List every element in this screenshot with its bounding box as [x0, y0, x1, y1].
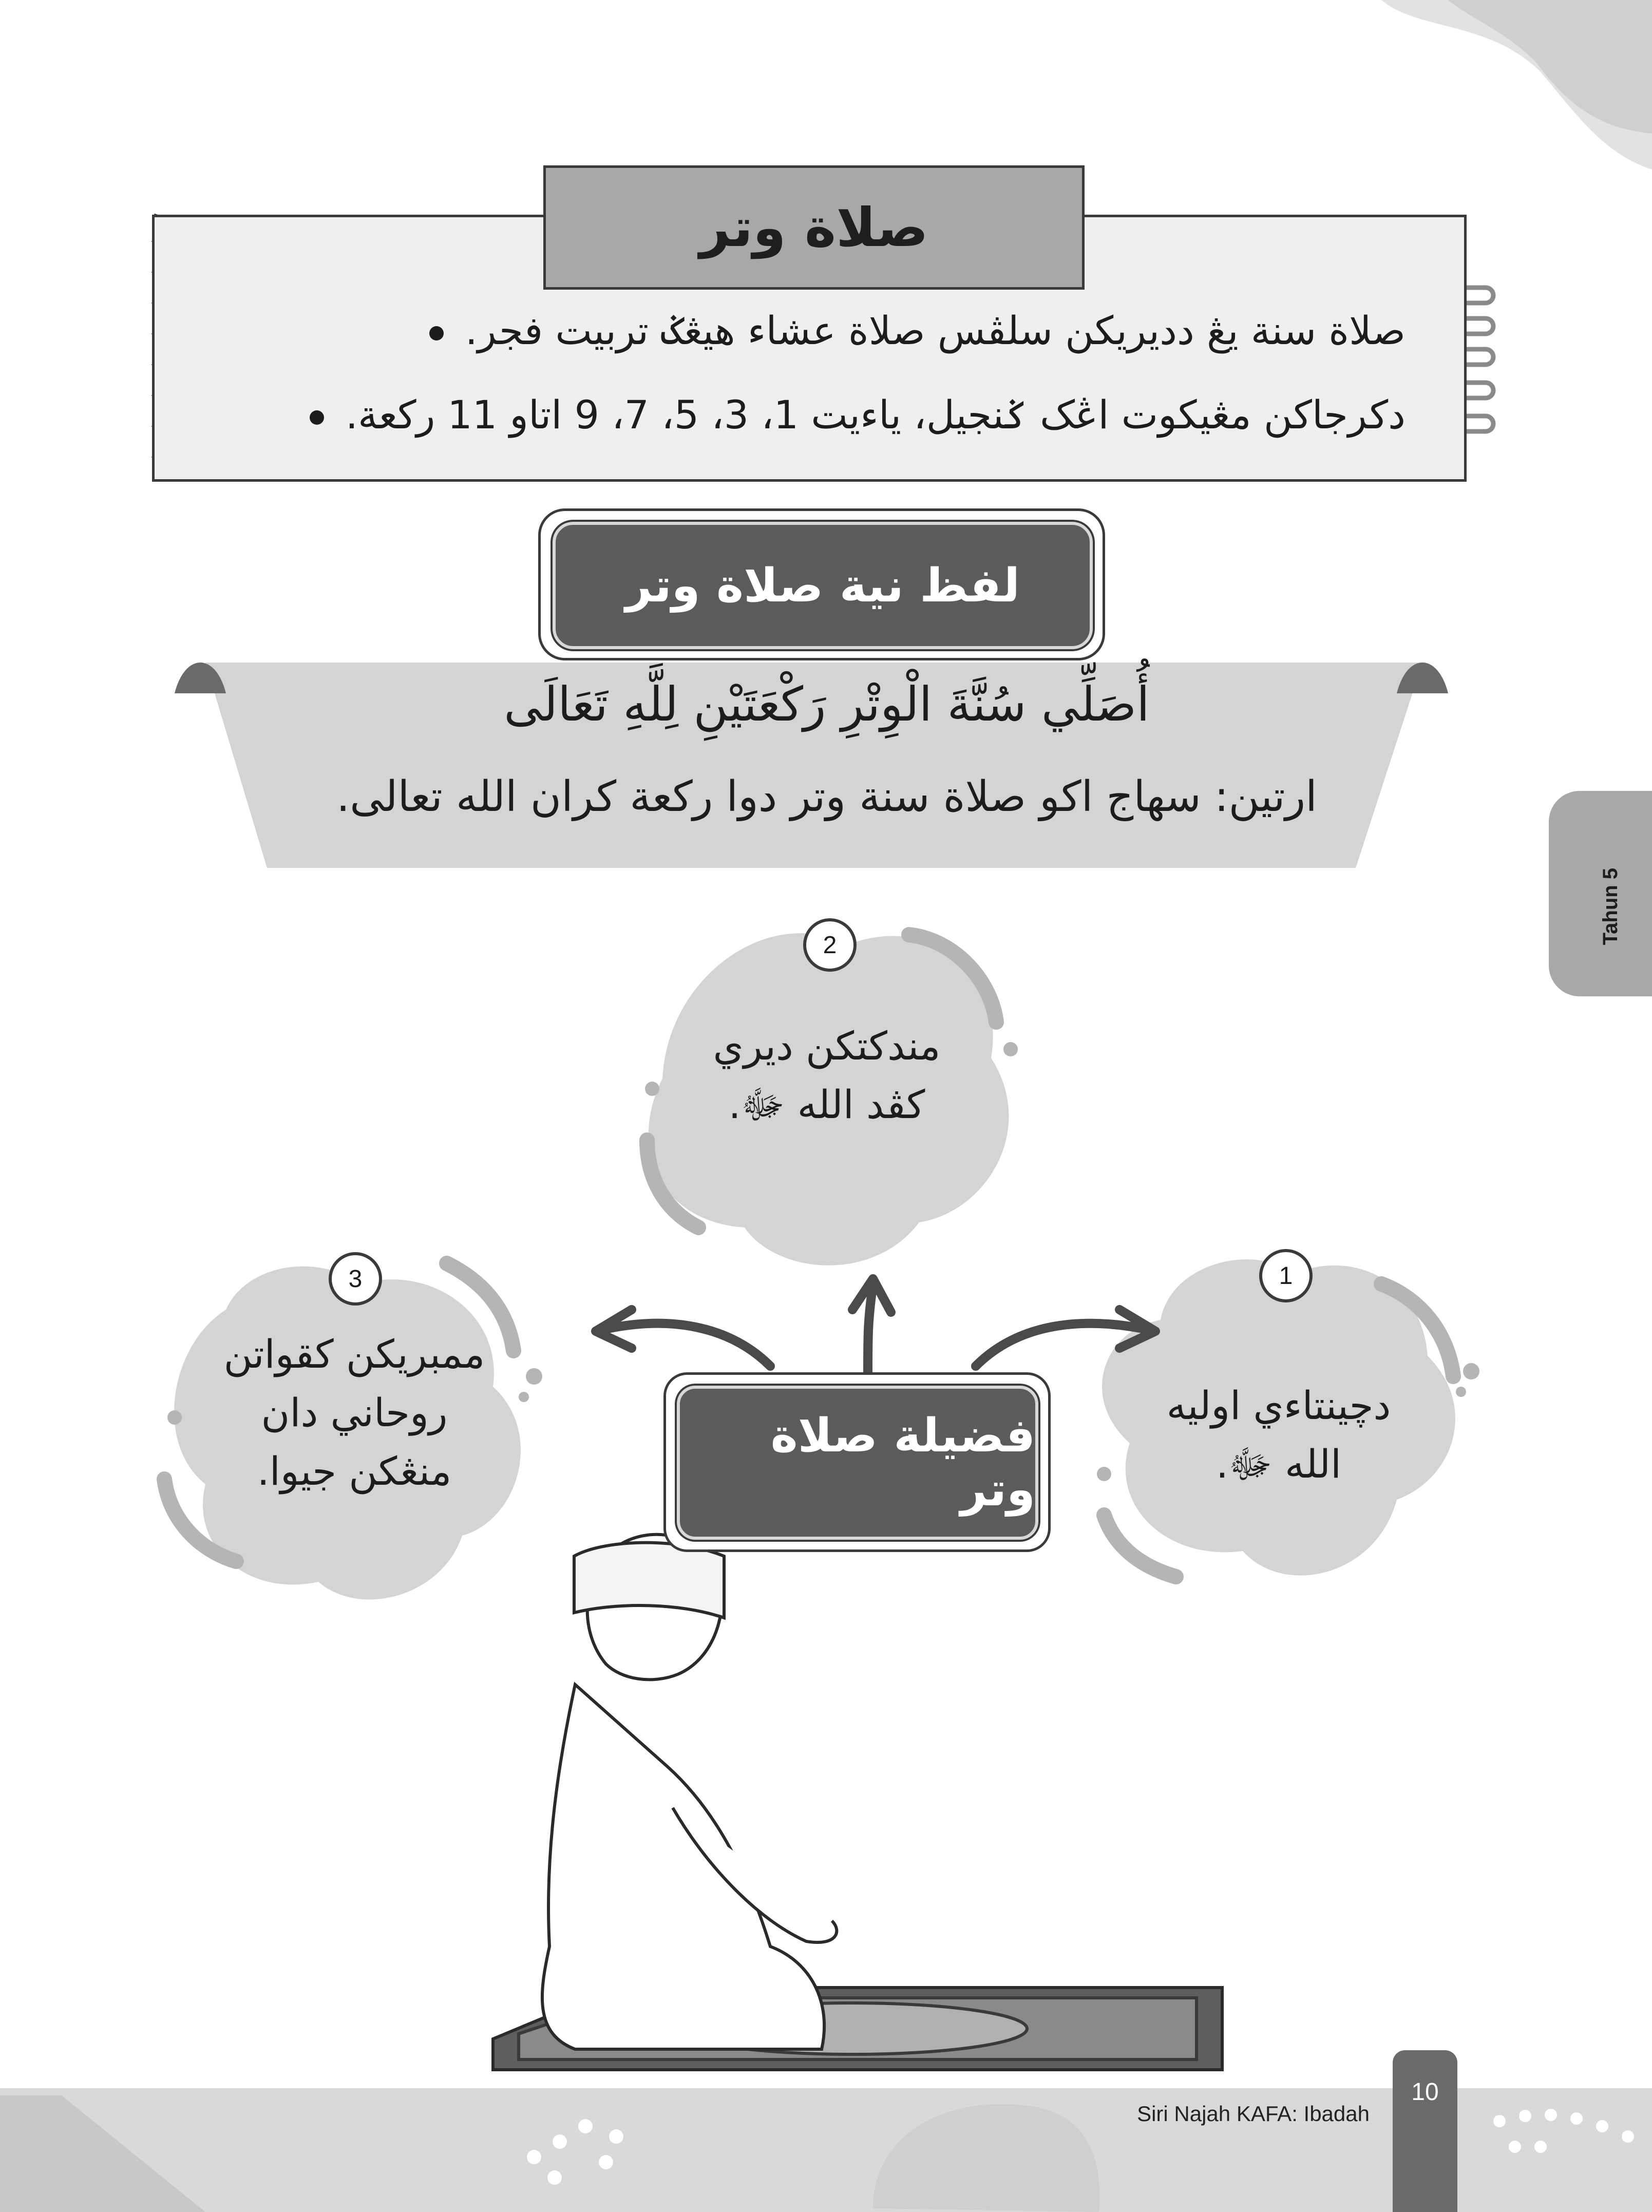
footer-series: Siri Najah KAFA: Ibadah — [1137, 2102, 1370, 2126]
page-number: 10 — [1411, 2078, 1439, 2106]
niat-meaning: ارتين: سهاج اكو صلاة سنة وتر دوا ركعة كران الله تعالى. — [336, 772, 1317, 821]
intro-bullet-1: صلاة سنة يڠ دديريكن سلڤس صلاة عشاء هيڠݢ تربيت فجر. — [429, 307, 1406, 354]
niat-arabic-text: أُصَلِّي سُنَّةَ الْوِتْرِ رَكْعَتَيْنِ لِلَّهِ تَعَالَى — [504, 677, 1150, 732]
intro-bullet-2: دكرجاكن مڠيكوت اڠک ݢنجيل، ياءيت 1، 3، 5، 7، 9 اتاو 11 ركعة. — [310, 391, 1406, 438]
side-tab-label: Tahun 5 — [1599, 867, 1622, 946]
virtue-number-badge: 3 — [329, 1252, 382, 1306]
virtue-item-1-text: دچينتاءي اوليه الله ﷻ. — [1166, 1383, 1391, 1487]
virtue-item-2-text: مندكتكن ديري كڤد الله ﷻ. — [713, 1023, 941, 1127]
virtue-number-badge: 1 — [1259, 1249, 1313, 1302]
niat-heading: لفظ نية صلاة وتر — [553, 522, 1093, 649]
virtue-number-badge: 2 — [803, 918, 857, 972]
section-title: صلاة وتر — [543, 165, 1085, 290]
virtue-item-3-text: ممبريكن كقواتن روحاني دان منڠكن جيوا. — [223, 1331, 485, 1494]
virtue-center-label: فضيلة صلاة وتر — [677, 1386, 1038, 1540]
page-number-tab — [1393, 2050, 1457, 2212]
